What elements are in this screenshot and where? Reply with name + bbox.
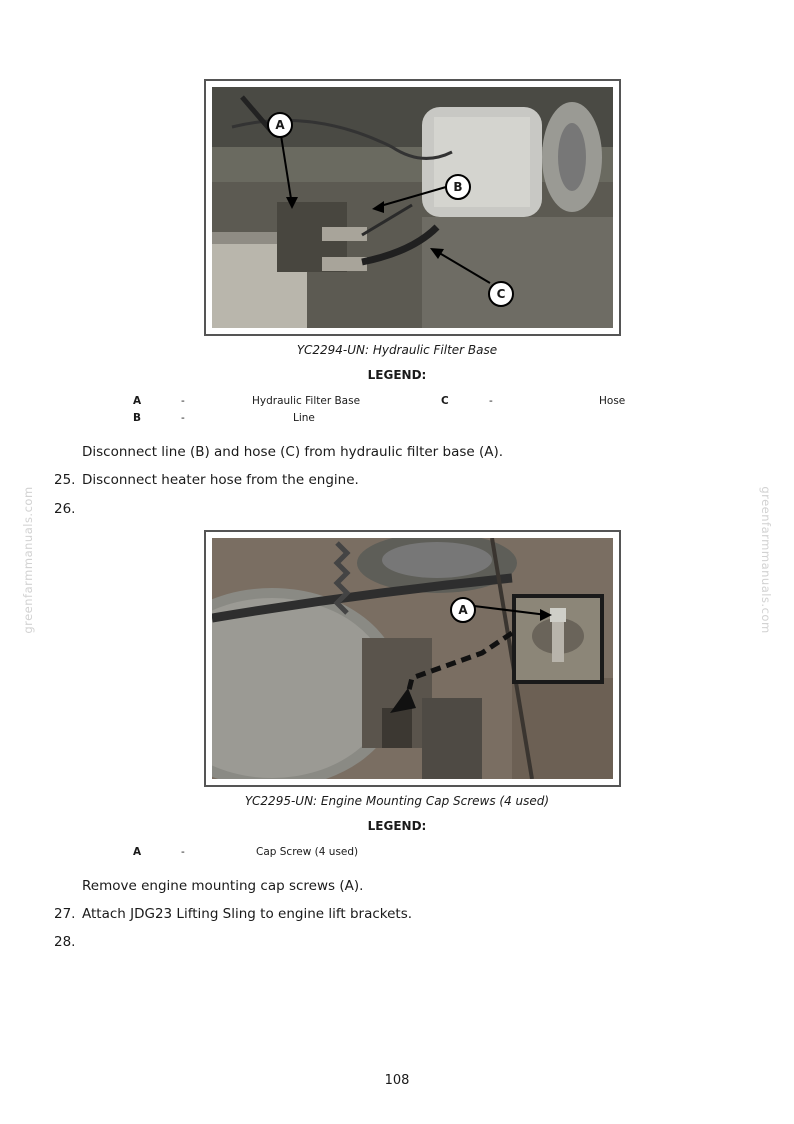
page-number: 108 <box>384 1073 410 1088</box>
watermark-left: greenfarmmanuals.com <box>21 486 35 634</box>
legend-dash-a: - <box>181 395 185 407</box>
legend-text-c: Hose <box>599 395 626 407</box>
legend2-key-a: A <box>133 846 142 858</box>
legend-text-b: Line <box>293 412 315 424</box>
legend-dash-c: - <box>489 395 493 407</box>
callout-b-label: B <box>453 180 463 194</box>
instruction-remove-cap-screws: Remove engine mounting cap screws (A). <box>82 878 364 894</box>
step-27-number: 27. <box>54 906 76 922</box>
callout-a-badge <box>450 597 476 623</box>
legend-key-a: A <box>133 395 142 407</box>
legend-dash-b: - <box>181 412 185 424</box>
step-25-text: Disconnect heater hose from the engine. <box>82 472 359 488</box>
figure1-legend-title: LEGEND: <box>367 368 427 382</box>
callout-a-label: A <box>458 603 468 617</box>
watermark-right: greenfarmmanuals.com <box>759 486 773 634</box>
instruction-disconnect-line-hose: Disconnect line (B) and hose (C) from hydraulic filter base (A). <box>82 444 504 460</box>
photo-engine-mounting-cap-screws <box>212 538 613 779</box>
callout-c-label: C <box>496 287 506 301</box>
legend-text-a: Hydraulic Filter Base <box>252 395 361 407</box>
figure2-caption: YC2295-UN: Engine Mounting Cap Screws (4 used) <box>244 794 550 808</box>
step-25-number: 25. <box>54 472 76 488</box>
photo-illustration <box>212 538 613 779</box>
step-28-number: 28. <box>54 934 76 950</box>
step-27-text: Attach JDG23 Lifting Sling to engine lift brackets. <box>82 906 413 922</box>
legend-key-b: B <box>133 412 142 424</box>
callout-b-badge <box>445 174 471 200</box>
legend2-dash-a: - <box>181 846 185 858</box>
figure1-caption: YC2294-UN: Hydraulic Filter Base <box>296 343 498 357</box>
step-26-number: 26. <box>54 501 76 517</box>
figure-hydraulic-filter-base <box>204 79 621 336</box>
callout-a-label: A <box>275 118 285 132</box>
figure-engine-mounting-cap-screws <box>204 530 621 787</box>
callout-c-badge <box>488 281 514 307</box>
figure2-legend-title: LEGEND: <box>367 819 427 833</box>
legend2-text-a: Cap Screw (4 used) <box>256 846 359 858</box>
callout-a-badge <box>267 112 293 138</box>
legend-key-c: C <box>441 395 449 407</box>
photo-hydraulic-filter-base <box>212 87 613 328</box>
